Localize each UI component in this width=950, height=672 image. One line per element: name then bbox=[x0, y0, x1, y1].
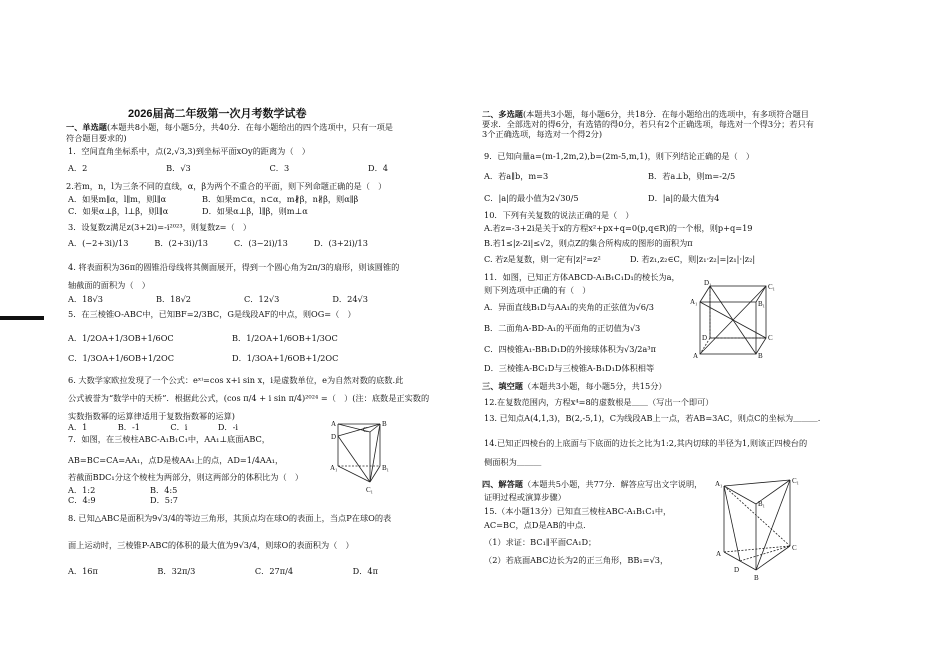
q9-option-a: A．若a∥b，m=3 bbox=[484, 171, 549, 181]
question-15-cont: AC=BC，点D是AB的中点． bbox=[484, 520, 592, 530]
q15-label-a1: A₁ bbox=[715, 480, 723, 488]
q7-label-b: B bbox=[382, 420, 387, 428]
q5-option-d: D．1/3OA+1/6OB+1/2OC bbox=[232, 353, 339, 363]
question-13: 13. 已知点A(4,1,3)，B(2,-5,1)，C为线段AB上一点，若AB=3AC，则点C的坐标为＿＿＿. bbox=[484, 413, 821, 423]
q11-label-c1: C₁ bbox=[768, 283, 776, 291]
section-1-header: 一、单选题(本题共8小题，每小题5分，共40分．在每小题给出的四个选项中，只有一项是 bbox=[66, 122, 393, 132]
q2-option-d: D．如果α⊥β，l∥β，则m⊥α bbox=[202, 206, 308, 216]
q15-label-d: D bbox=[734, 566, 740, 574]
question-5: 5．在三棱锥O-ABC中，已知BF=2/3BC，G是线段AF的中点，则OG=（ ） bbox=[68, 309, 356, 319]
q15-part-2: （2）若底面ABC边长为2的正三角形，BB₁=√3， bbox=[484, 555, 669, 565]
question-8-cont: 面上运动时，三棱锥P-ABC的体积的最大值为9√3/4，则球O的表面积为（ ） bbox=[68, 540, 354, 550]
section-3-header: 三、填空题（本题共3小题，每小题5分，共15分） bbox=[482, 381, 667, 391]
section-2-desc: 要求．全部选对的得6分，有选错的得0分，若只有2个正确选项，每选对一个得3分；若只有 bbox=[482, 119, 814, 129]
question-10: 10．下列有关复数的说法正确的是（ ） bbox=[484, 210, 634, 220]
q6-options: A．1 B．-1 C．i D．-i bbox=[68, 422, 238, 432]
q4-options: A．18√3 B．18√2 C．12√3 D．24√3 bbox=[68, 294, 368, 304]
q15-label-b1: B₁ bbox=[758, 500, 766, 508]
q1-options: A．2 B．√3 C．3 D．4 bbox=[68, 163, 388, 173]
question-11: 11．如图，已知正方体ABCD-A₁B₁C₁D₁的棱长为a， bbox=[484, 272, 680, 282]
q7-prism-figure bbox=[330, 418, 396, 494]
q7-label-c: C bbox=[363, 426, 368, 434]
q9-option-b: B．若a⊥b，则m=-2/5 bbox=[648, 171, 736, 181]
q15-prism-figure bbox=[712, 474, 802, 582]
q7-option-c: C．4:9 bbox=[68, 495, 96, 505]
question-7: 7．如图，在三棱柱ABC-A₁B₁C₁中，AA₁⊥底面ABC， bbox=[68, 434, 270, 444]
question-6: 6. 大数学家欧拉发现了一个公式：eˣⁱ=cos x+i sin x，i是虚数单位，e为自然对数的底数.此 bbox=[68, 375, 404, 385]
q2-option-b: B．如果m⊂α，n⊂α，m∦β，n∦β，则α∥β bbox=[202, 194, 359, 204]
section-2-header: 二、多选题(本题共3小题，每小题6分，共18分．在每小题给出的选项中，有多项符合题目 bbox=[482, 109, 809, 119]
q7-option-a: A．1:2 bbox=[68, 485, 96, 495]
q11-option-c: C．四棱锥A₁-BB₁D₁D的外接球体积为√3/2a³π bbox=[484, 344, 656, 354]
section-4-header: 四、解答题（本题共5小题，共77分．解答应写出文字说明， bbox=[482, 479, 703, 489]
question-9: 9．已知向量a=(m-1,2m,2),b=(2m-5,m,1)，则下列结论正确的是（ ） bbox=[484, 151, 755, 161]
q11-label-c: C bbox=[768, 334, 773, 342]
section-1-desc: 符合题目要求的) bbox=[66, 133, 127, 143]
q11-label-b: B bbox=[758, 352, 763, 360]
question-14-cont: 侧面积为＿＿＿ bbox=[484, 457, 542, 467]
q10-option-d: D. 若z₁,z₂∈C，则|z₁·z₂|=|z₁|·|z₂| bbox=[630, 254, 756, 264]
q11-cube-figure bbox=[690, 276, 782, 360]
question-14: 14.已知正四棱台的上底面与下底面的边长之比为1:2,其内切球的半径为1,则该正四棱台的 bbox=[484, 438, 808, 448]
q7-label-d: D bbox=[331, 433, 337, 441]
q11-label-a: A bbox=[693, 352, 699, 360]
q5-option-a: A．1/2OA+1/3OB+1/6OC bbox=[68, 333, 174, 343]
question-2: 2.若m，n，l为三条不同的直线，α，β为两个不重合的平面，则下列命题正确的是（ ） bbox=[66, 181, 387, 191]
question-12: 12.在复数范围内，方程x⁴=8的虚数根是＿＿（写出一个即可） bbox=[484, 397, 714, 407]
question-7-ask: 若截面BDC₁分这个棱柱为两部分，则这两部分的体积比为（ ） bbox=[68, 472, 304, 482]
q7-option-d: D．5:7 bbox=[150, 495, 178, 505]
q10-option-c: C. 若z是复数，则一定有|z|²=z² bbox=[484, 254, 601, 264]
q7-label-b1: B₁ bbox=[382, 464, 390, 472]
q7-option-b: B．4:5 bbox=[150, 485, 178, 495]
q3-options: A．(−2+3i)/13 B．(2+3i)/13 C．(3−2i)/13 D．(3+2i)/13 bbox=[68, 238, 368, 248]
q15-label-c1: C₁ bbox=[792, 477, 800, 485]
question-3: 3．设复数z满足z(3+2i)=-i²⁰²³，则复数z=（ ） bbox=[68, 222, 252, 232]
question-6-note: 实数指数幂的运算律适用于复数指数幂的运算) bbox=[68, 411, 235, 421]
section-4-desc: 证明过程或演算步骤） bbox=[484, 492, 566, 502]
q9-option-c: C．|a|的最小值为2√30/5 bbox=[484, 193, 579, 203]
section-2-desc-2: 3个正确选项，每选对一个得2分) bbox=[482, 129, 603, 139]
q11-option-b: B．二面角A-BD-A₁的平面角的正切值为√3 bbox=[484, 323, 641, 333]
q15-label-a: A bbox=[716, 550, 722, 558]
q2-option-c: C．如果α⊥β，l⊥β，则l∥α bbox=[68, 206, 169, 216]
q7-label-a: A bbox=[331, 420, 337, 428]
question-15: 15.（本小题13分）已知直三棱柱ABC-A₁B₁C₁中， bbox=[484, 506, 672, 516]
q11-label-d: D bbox=[702, 334, 708, 342]
q10-option-b: B.若1≤|z-2i|≤√2，则点Z的集合所构成的图形的面积为π bbox=[484, 238, 693, 248]
q10-option-a: A.若z=-3+2i是关于x的方程x²+px+q=0(p,q∈R)的一个根，则p+q=19 bbox=[484, 223, 753, 233]
q7-label-c1: C₁ bbox=[366, 486, 374, 494]
q11-option-d: D．三棱锥A-BC₁D与三棱锥A-B₁D₁D体积相等 bbox=[484, 363, 655, 373]
margin-bar bbox=[0, 316, 44, 320]
question-6-cont: 公式被誉为“数学中的天桥”．根据此公式，(cos π/4 + i sin π/4)²⁰²⁴ =（ ）(注：底数是正实数的 bbox=[68, 393, 430, 403]
q8-options: A．16π B．32π/3 C．27π/4 D．4π bbox=[68, 566, 378, 576]
q9-option-d: D．|a|的最大值为4 bbox=[648, 193, 720, 203]
q11-label-a1: A₁ bbox=[690, 298, 698, 306]
q5-option-b: B．1/2OA+1/6OB+1/3OC bbox=[232, 333, 338, 343]
question-7-cont: AB=BC=CA=AA₁，点D是棱AA₁上的点，AD=1/4AA₁， bbox=[68, 455, 284, 465]
q7-label-a1: A₁ bbox=[330, 464, 338, 472]
question-8: 8. 已知△ABC是面积为9√3/4的等边三角形，其顶点均在球O的表面上，当点P在球O的表 bbox=[68, 513, 392, 523]
q15-part-1: （1）求证：BC₁∥平面CA₁D； bbox=[484, 537, 597, 547]
q5-option-c: C．1/3OA+1/6OB+1/2OC bbox=[68, 353, 175, 363]
q11-label-b1: B₁ bbox=[758, 300, 766, 308]
question-4-cont: 轴截面的面积为（ ） bbox=[68, 280, 150, 290]
q15-label-c: C bbox=[792, 544, 797, 552]
question-1: 1．空间直角坐标系中，点(2,√3,3)到坐标平面xOy的距离为（ ） bbox=[68, 146, 310, 156]
q11-label-d1: D₁ bbox=[704, 279, 712, 287]
question-4: 4. 将表面积为36π的圆锥沿母线将其侧面展开，得到一个圆心角为2π/3的扇形，则该圆锥的 bbox=[68, 262, 400, 272]
exam-title: 2026届高二年级第一次月考数学试卷 bbox=[128, 108, 307, 120]
q11-option-a: A．异面直线B₁D与AA₁的夹角的正弦值为√6/3 bbox=[484, 302, 654, 312]
question-11-cont: 则下列选项中正确的有（ ） bbox=[484, 285, 591, 295]
q15-label-b: B bbox=[754, 574, 759, 582]
q2-option-a: A．如果m∥α，l∥m，则l∥α bbox=[68, 194, 167, 204]
